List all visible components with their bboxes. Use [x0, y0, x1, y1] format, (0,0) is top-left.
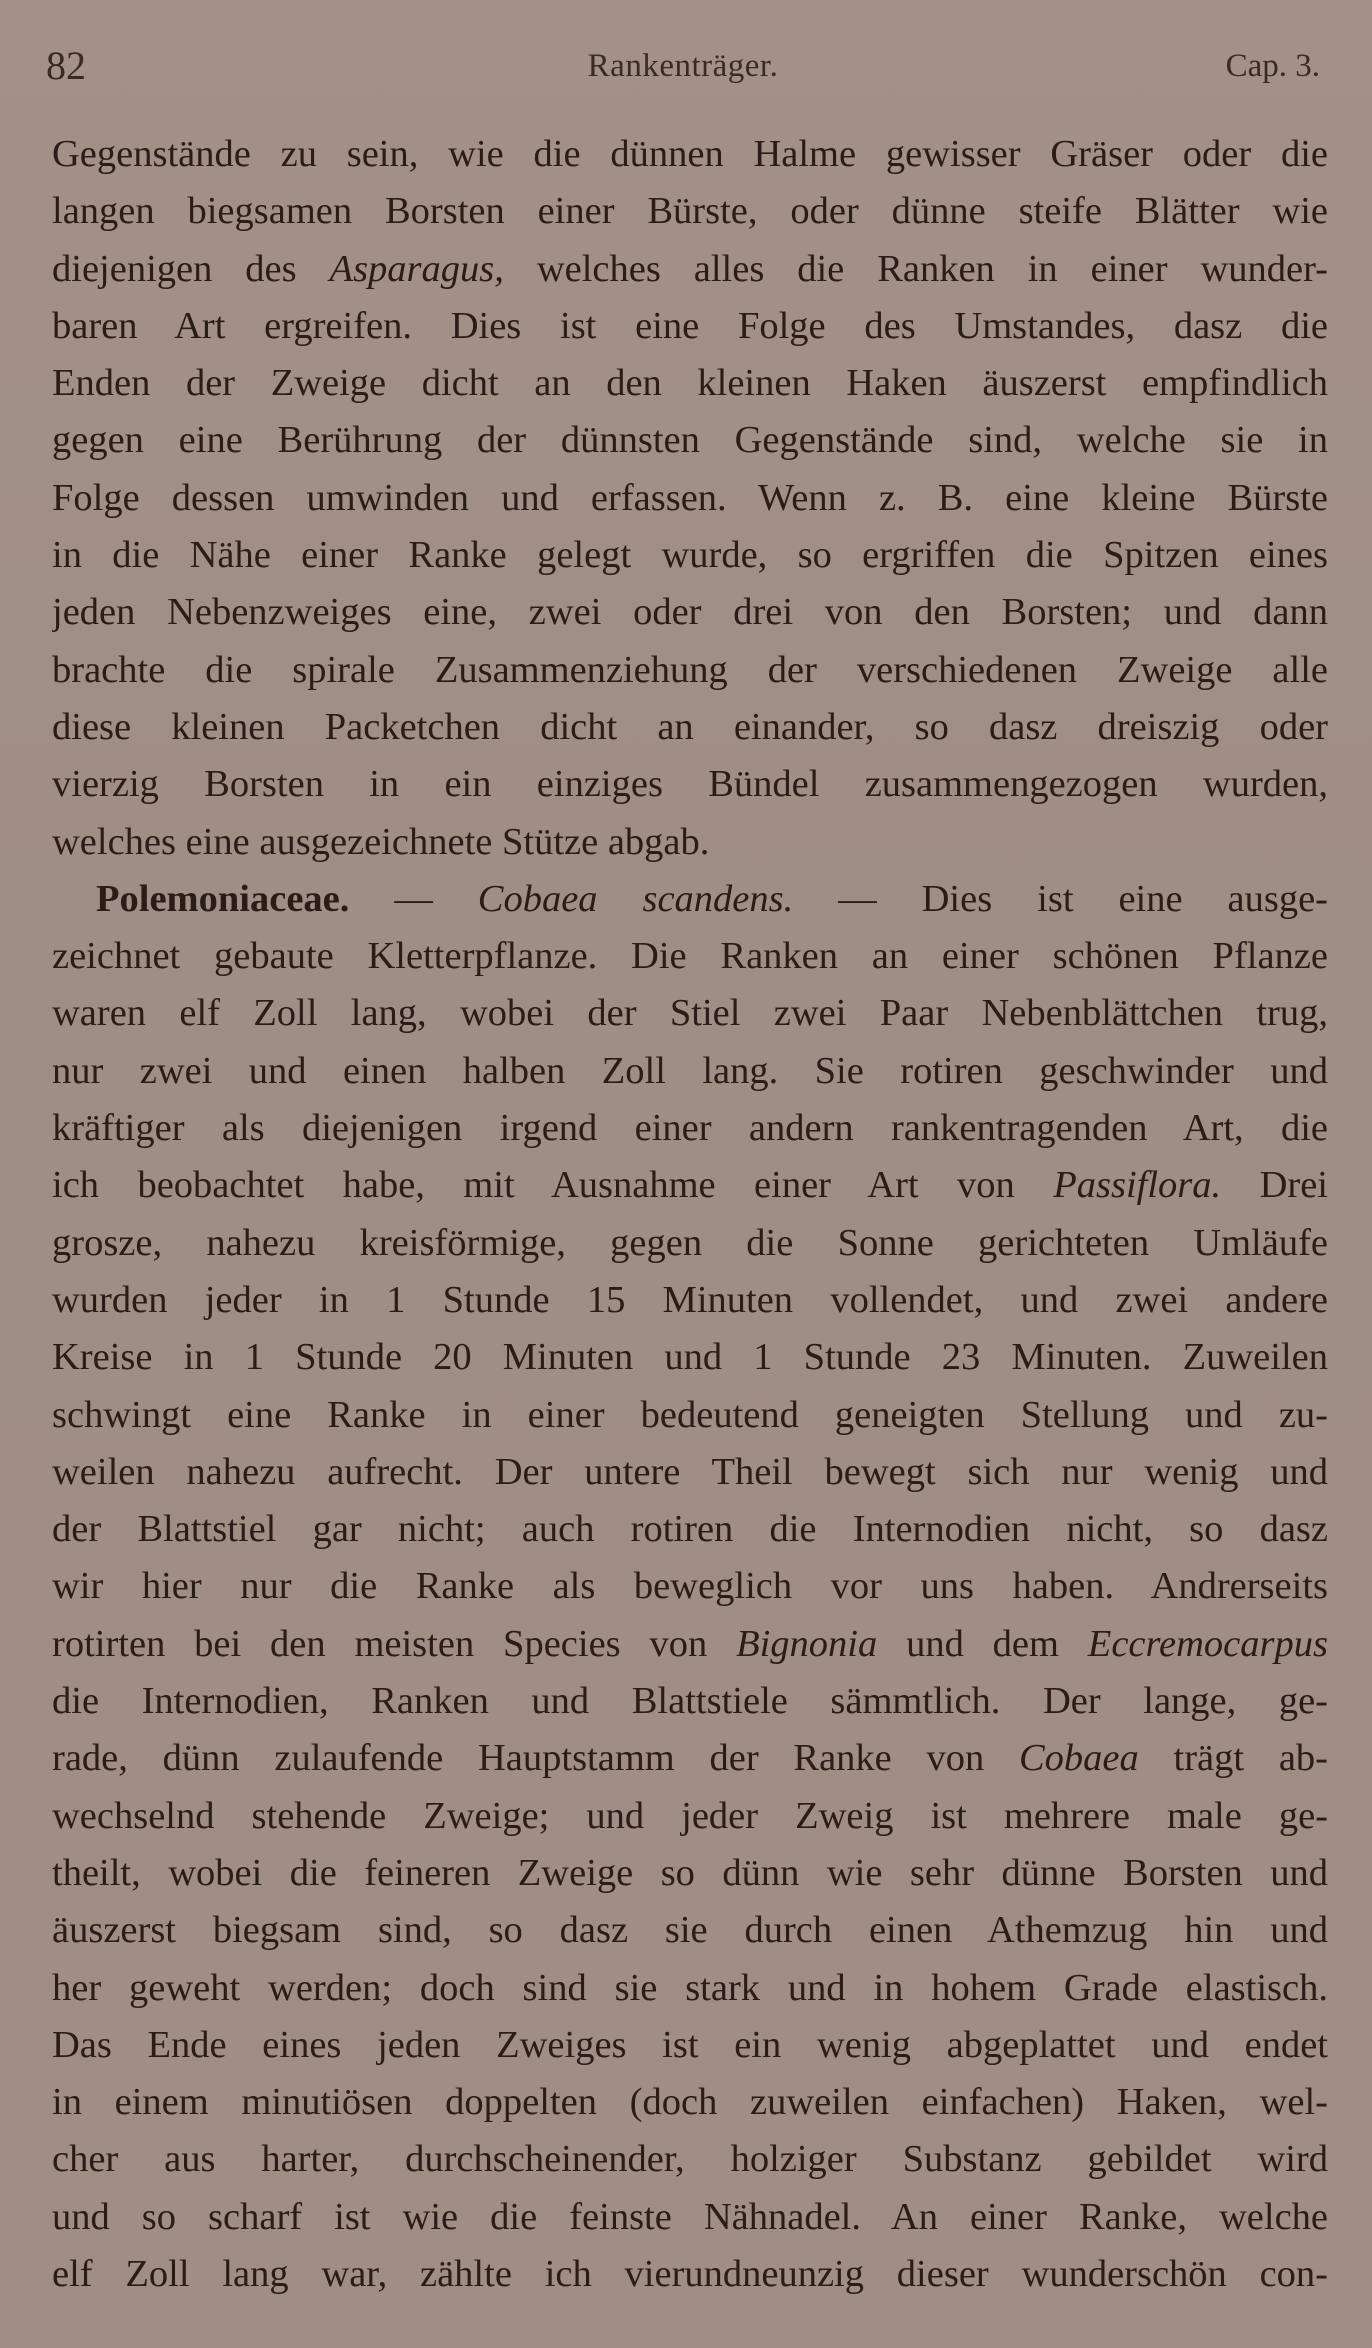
text-line: in einem minutiösen doppelten (doch zuweilen einfachen) Haken, wel-: [52, 2081, 1328, 2124]
text-line: der Blattstiel gar nicht; auch rotiren die Internodien nicht, so dasz: [52, 1508, 1328, 1551]
text-line: waren elf Zoll lang, wobei der Stiel zwei Paar Nebenblättchen trug,: [52, 992, 1328, 1035]
text-line: jeden Nebenzweiges eine, zwei oder drei von den Borsten; und dann: [52, 591, 1328, 634]
text-line: Gegenstände zu sein, wie die dünnen Halme gewisser Gräser oder die: [52, 133, 1328, 175]
text-line: cher aus harter, durchscheinender, holziger Substanz gebildet wird: [52, 2138, 1328, 2181]
text-line: in die Nähe einer Ranke gelegt wurde, so ergriffen die Spitzen eines: [52, 534, 1328, 577]
text-line: wurden jeder in 1 Stunde 15 Minuten vollendet, und zwei andere: [52, 1278, 1328, 1321]
text-line: kräftiger als diejenigen irgend einer andern rankentragenden Art, die: [52, 1107, 1328, 1150]
paragraph-1: [52, 126, 1328, 871]
text-line: brachte die spirale Zusammenziehung der verschiedenen Zweige alle: [52, 648, 1328, 691]
text-line: zeichnet gebaute Kletterpflanze. Die Ranken an einer schönen Pflanze: [52, 935, 1328, 978]
text-line: Folge dessen umwinden und erfassen. Wenn z. B. eine kleine Bürste: [52, 476, 1328, 519]
text-line: diejenigen des Asparagus, welches alles die Ranken in einer wunder-: [52, 247, 1328, 290]
text-line: gegen eine Berührung der dünnsten Gegenstände sind, welche sie in: [52, 419, 1328, 462]
section-lead-line: Polemoniaceae. — Cobaea scandens. — Dies ist eine ausge-: [96, 877, 1328, 920]
running-title: Rankenträger.: [587, 48, 779, 84]
text-line: langen biegsamen Borsten einer Bürste, oder dünne steife Blätter wie: [52, 190, 1328, 233]
page-number: 82: [46, 43, 86, 88]
text-line: grosze, nahezu kreisförmige, gegen die Sonne gerichteten Umläufe: [52, 1221, 1328, 1264]
text-line: wechselnd stehende Zweige; und jeder Zweig ist mehrere male ge-: [52, 1794, 1328, 1837]
text-line: rotirten bei den meisten Species von Bignonia und dem Eccremocarpus: [52, 1622, 1328, 1665]
text-line: wir hier nur die Ranke als beweglich vor uns haben. Andrerseits: [52, 1565, 1328, 1608]
text-line: nur zwei und einen halben Zoll lang. Sie rotiren geschwinder und: [52, 1049, 1328, 1092]
text-line: baren Art ergreifen. Dies ist eine Folge des Umstandes, dasz die: [52, 304, 1328, 347]
text-line: rade, dünn zulaufende Hauptstamm der Ranke von Cobaea trägt ab-: [52, 1737, 1328, 1780]
text-line: weilen nahezu aufrecht. Der untere Theil bewegt sich nur wenig und: [52, 1450, 1328, 1493]
species-name: Cobaea scandens.: [477, 877, 794, 920]
text-line: Das Ende eines jeden Zweiges ist ein wenig abgeplattet und endet: [52, 2023, 1328, 2066]
body-text: [52, 126, 1328, 2303]
text-line: äuszerst biegsam sind, so dasz sie durch einen Athemzug hin und: [52, 1909, 1328, 1952]
text-line: welches eine ausgezeichnete Stütze abgab.: [52, 820, 710, 863]
text-line: und so scharf ist wie die feinste Nähnadel. An einer Ranke, welche: [52, 2195, 1328, 2238]
text-line: die Internodien, Ranken und Blattstiele sämmtlich. Der lange, ge-: [52, 1680, 1328, 1723]
page-header: [46, 42, 1320, 92]
text-line: theilt, wobei die feineren Zweige so dünn wie sehr dünne Borsten und: [52, 1851, 1328, 1894]
text-line: her geweht werden; doch sind sie stark und in hohem Grade elastisch.: [52, 1966, 1328, 2009]
text-line: Kreise in 1 Stunde 20 Minuten und 1 Stunde 23 Minuten. Zuweilen: [52, 1336, 1328, 1379]
chapter-label: Cap. 3.: [1225, 48, 1320, 84]
text-line: elf Zoll lang war, zählte ich vierundneunzig dieser wunderschön con-: [52, 2252, 1328, 2295]
text-line: diese kleinen Packetchen dicht an einander, so dasz dreiszig oder: [52, 705, 1328, 748]
paragraph-2: [52, 871, 1328, 2303]
text-line: vierzig Borsten in ein einziges Bündel zusammengezogen wurden,: [52, 763, 1328, 806]
text-line: schwingt eine Ranke in einer bedeutend geneigten Stellung und zu-: [52, 1393, 1328, 1436]
text-line: ich beobachtet habe, mit Ausnahme einer Art von Passiflora. Drei: [52, 1164, 1328, 1207]
text-line: Enden der Zweige dicht an den kleinen Haken äuszerst empfindlich: [52, 362, 1328, 405]
family-heading: Polemoniaceae.: [96, 877, 350, 920]
